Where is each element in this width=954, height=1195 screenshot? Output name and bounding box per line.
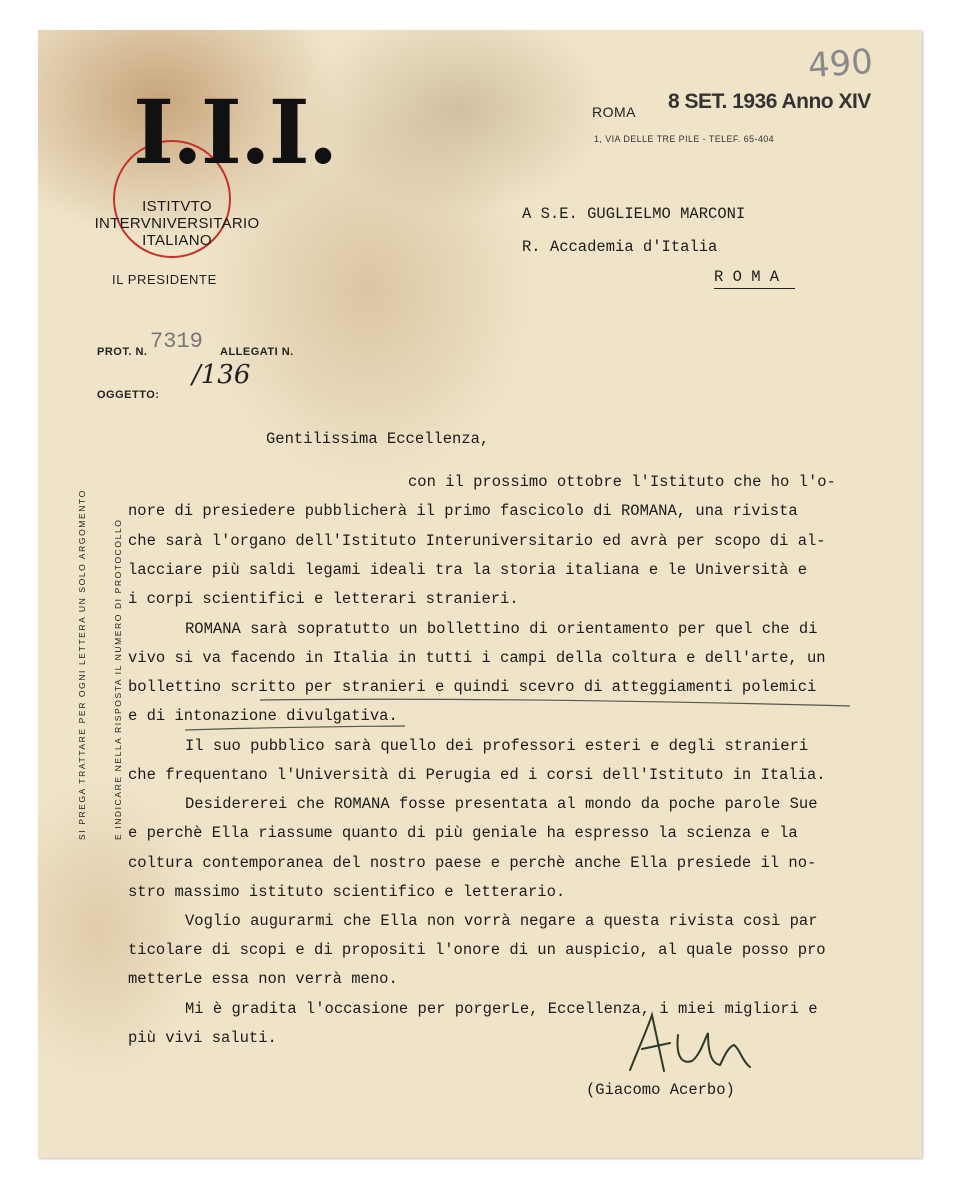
prot-value: 7319: [150, 329, 203, 354]
body-line-12: Desidererei che ROMANA fosse presentata al mondo da poche parole Sue: [185, 795, 818, 813]
logo-letters: I.I.I.: [133, 80, 337, 184]
institute-name: [92, 198, 262, 249]
side-note-line-2: E INDICARE NELLA RISPOSTA IL NUMERO DI PROTOCOLLO: [113, 518, 123, 840]
body-line-10: Il suo pubblico sarà quello dei professori esteri e degli stranieri: [185, 737, 809, 755]
body-line-20: più vivi saluti.: [128, 1029, 277, 1047]
side-note: [52, 489, 136, 840]
body-line-4: lacciare più saldi legami ideali tra la storia italiana e le Università e: [128, 561, 808, 579]
body-line-18: metterLe essa non verrà meno.: [128, 970, 398, 988]
signature-name: (Giacomo Acerbo): [586, 1081, 735, 1099]
body-line-14: coltura contemporanea del nostro paese e perchè anche Ella presiede il no-: [128, 854, 817, 872]
body-line-15: stro massimo istituto scientifico e letterario.: [128, 883, 566, 901]
body-line-16: Voglio augurarmi che Ella non vorrà negare a questa rivista così par: [185, 912, 818, 930]
oggetto-value: /136: [192, 360, 251, 390]
body-line-17: ticolare di scopi e di propositi l'onore di un auspicio, al quale posso pro: [128, 941, 826, 959]
body-line-6: ROMANA sarà sopratutto un bollettino di orientamento per quel che di: [185, 620, 818, 638]
body-line-13: e perchè Ella riassume quanto di più geniale ha espresso la scienza e la: [128, 824, 798, 842]
body-line-1: con il prossimo ottobre l'Istituto che ho l'o-: [408, 473, 836, 491]
side-note-line-1: SI PREGA TRATTARE PER OGNI LETTERA UN SOLO ARGOMENTO: [77, 489, 87, 840]
institute-line-3: ITALIANO: [142, 232, 212, 249]
archive-number: 490: [806, 41, 875, 87]
body-line-19: Mi è gradita l'occasione per porgerLe, Eccellenza, i miei migliori e: [185, 1000, 818, 1018]
oggetto-label: OGGETTO:: [97, 389, 160, 401]
city-label: ROMA: [592, 104, 636, 120]
body-line-3: che sarà l'organo dell'Istituto Interuniversitario ed avrà per scopo di al-: [128, 532, 826, 550]
body-line-9: e di intonazione divulgativa.: [128, 707, 398, 725]
date-stamp: 8 SET. 1936 Anno XIV: [668, 90, 871, 113]
salutation: Gentilissima Eccellenza,: [266, 430, 490, 448]
body-line-2: nore di presiedere pubblicherà il primo fascicolo di ROMANA, una rivista: [128, 502, 798, 520]
body-line-8: bollettino scritto per stranieri e quindi scevro di atteggiamenti polemici: [128, 678, 817, 696]
recipient-line-3: R O M A: [714, 268, 795, 289]
body-line-7: vivo si va facendo in Italia in tutti i campi della coltura e dell'arte, un: [128, 649, 826, 667]
signature: [600, 1005, 780, 1085]
recipient-line-1: A S.E. GUGLIELMO MARCONI: [522, 205, 746, 223]
president-label: IL PRESIDENTE: [112, 272, 217, 287]
prot-label: PROT. N.: [97, 346, 148, 358]
body-line-11: che frequentano l'Università di Perugia ed i corsi dell'Istituto in Italia.: [128, 766, 826, 784]
body-line-5: i corpi scientifici e letterari stranieri.: [128, 590, 519, 608]
address-line: 1, VIA DELLE TRE PILE - TELEF. 65-404: [594, 134, 775, 144]
institute-line-1: ISTITVTO: [142, 198, 212, 215]
institute-line-2: INTERVNIVERSITARIO: [94, 215, 260, 232]
recipient-line-2: R. Accademia d'Italia: [522, 238, 718, 256]
allegati-label: ALLEGATI N.: [220, 346, 294, 358]
